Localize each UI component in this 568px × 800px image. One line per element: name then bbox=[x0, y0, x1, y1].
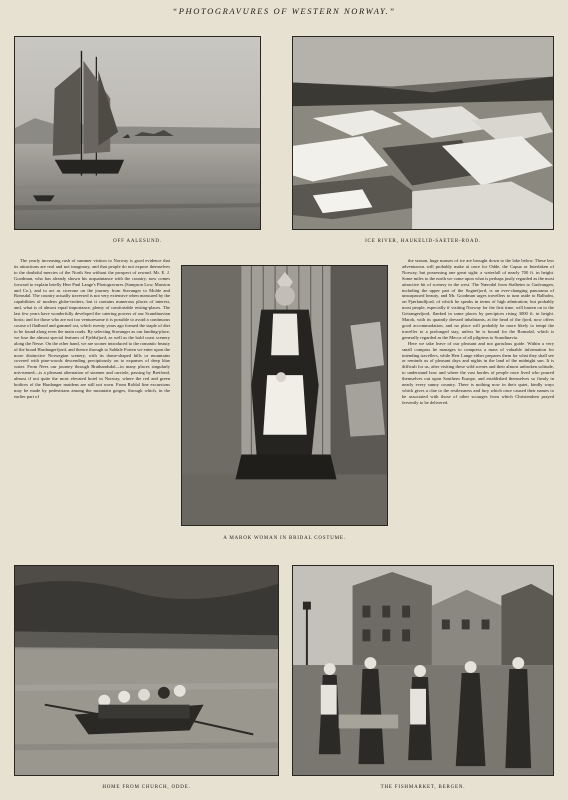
sailboat-illustration bbox=[15, 37, 260, 229]
paragraph: Here we take leave of our pleasant and not garrulous guide. Within a very small compass he manages to compress a mass of valuable information for intending travellers, while Herr Lange either prepares them for what they shall see or reminds us of pleasant days and nights in the land of the midnight sun. It is difficult for us, after visiting these wild scenes and their almost unbroken solitude, to understand how and where the vast hordes of people once lived who poured themselves out upon Southern Europe, and established themselves so firmly in nearly every sunny country. There is nothing now in their quiet, kindly ways which gives a clue to the restlessness and fury which once caused their names to be associated with those of other scourges from which Christendom prayed fervently to be delivered. bbox=[402, 340, 554, 405]
caption-off-aalesund: OFF AALESUND. bbox=[113, 239, 162, 244]
article-right-column bbox=[402, 258, 554, 558]
ice-river-illustration bbox=[293, 37, 553, 229]
photo-ice-river bbox=[292, 36, 554, 230]
article-left-column bbox=[14, 258, 170, 548]
caption-home-from-church: HOME FROM CHURCH, ODDE. bbox=[102, 785, 191, 790]
photo-off-aalesund bbox=[14, 36, 261, 230]
photo-marok-woman bbox=[181, 265, 388, 526]
caption-fishmarket: THE FISHMARKET, BERGEN. bbox=[380, 785, 466, 790]
photo-home-from-church bbox=[14, 565, 279, 776]
caption-ice-river: ICE RIVER, HAUKELID-SAETER-ROAD. bbox=[365, 239, 481, 244]
page-title: “PHOTOGRAVURES OF WESTERN NORWAY.” bbox=[172, 6, 396, 16]
paragraph: The yearly increasing rush of summer visitors to Norway is good evidence that its attractions are real and not imaginary, and that people do not expose themselves to the doubtful mercies of the North Sea without the prospect of reward. Mr. E. J. Goodman, who has already shown his acquaintance with the country, now comes forward to explain briefly Herr Paul Lange's Photogravures (Sampson Low, Marston and Co.), and to act as cicerone on the journey from Stavanger to Molde and Romsdal. The country actually traversed is not very extensive when measured by the capabilities of modern globe-trotters, but it contains numerous places of interest, and, what is of almost equal importance, plenty of comfortable resting-places. The last few years have wonderfully developed the catering powers of our Scandinavian hosts; and for those who are not too venturesome it is possible to avoid a continuous course of fladbrod and gammel ost, which twenty years ago formed the staple of diet to be found along even the main roads. By selecting Stavanger as our landing-place, we lose the almost special features of Fjeldsfjord, as well as the bold coast scenery along the Nesse. On the other hand, we are sooner introduced to the romantic beauty of the broad Hardangerfjord, and thence through to Saldale Forten we enter upon the more distinctive Norwegian scenery, with its dome-shaped hills or mountains covered with pine-woods descending precipitously on to expanses of deep blue water. From Nees our journey through Brathandsdal—in many places singularly mis-named—is a pleasant alternation of steamer and carriole, passing by Breifond, almost if not quite the most elevated hotel in Norway, where the red and green bodices of the Hardanger maidens are still not worn. From Roldal fine excursions may be made by pedestrians among the mountain gorges, through which, in the earlier part of bbox=[14, 258, 170, 399]
paragraph: the season, huge masses of ice are brought down to the lake below. These less adventurous will probably make at once for Odde, the Capua or Interlaken of Norway, but possessing one great sight: a waterfall of nearly 700 ft. in height. Some miles to the north we come upon what is perhaps justly regarded as the most attractive bit of scenery in the west. The Nærodal from Stalheim to Gudvangen, including the upper part of the Sognefjord, is an ever-changing panorama of unsurpassed beauty, and Mr. Goodman urges travellers to turn aside to Balholm, on Fjærlandfjord, of which he speaks in terms of high admiration; but probably most people, especially if visiting Norway for the first time, will hasten on to the Geirangerfjord, flanked in some places by precipices rising 3000 ft. in height. Marok, with its quaintly dressed inhabitants, at the head of the fjord, now offers good accommodation, and no place will probably be more likely to tempt the traveller to a prolonged stay, unless he is bound for the Romsdal, which is generally regarded as the Mecca of all pilgrims to Scandinavia. bbox=[402, 258, 554, 340]
rowing-boat-illustration bbox=[15, 566, 278, 775]
bridal-costume-illustration bbox=[182, 266, 387, 525]
caption-marok-woman: A MAROK WOMAN IN BRIDAL COSTUME. bbox=[223, 536, 346, 541]
photo-fishmarket bbox=[292, 565, 554, 776]
fishmarket-illustration bbox=[293, 566, 553, 775]
